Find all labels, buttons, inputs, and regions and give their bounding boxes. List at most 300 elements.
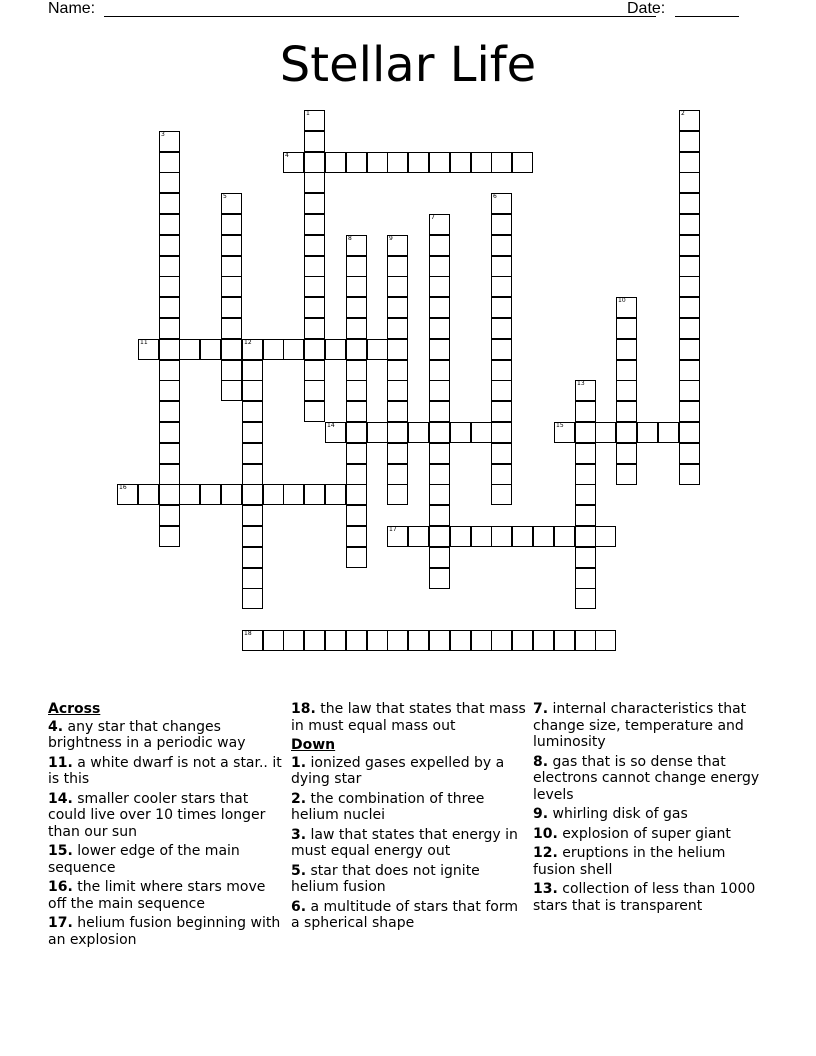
grid-cell[interactable] [159, 193, 180, 214]
name-label: Name: [48, 0, 96, 17]
grid-cell[interactable] [367, 422, 388, 443]
clue-text: the law that states that mass in must equal mass out [291, 701, 526, 734]
grid-cell[interactable] [637, 422, 658, 443]
grid-cell[interactable] [595, 630, 616, 651]
grid-cell[interactable] [221, 484, 242, 505]
grid-cell[interactable] [304, 297, 325, 318]
grid-cell[interactable] [221, 214, 242, 235]
grid-cell[interactable] [679, 380, 700, 401]
grid-cell[interactable] [429, 505, 450, 526]
grid-cell[interactable] [283, 484, 304, 505]
cell-number: 1 [306, 110, 310, 117]
clue [533, 881, 768, 914]
grid-cell[interactable] [471, 630, 492, 651]
grid-cell[interactable] [429, 380, 450, 401]
grid-cell[interactable] [346, 484, 367, 505]
grid-cell[interactable] [491, 297, 512, 318]
grid-cell[interactable] [242, 484, 263, 505]
clue-number: 2. [291, 790, 307, 807]
grid-cell[interactable] [159, 443, 180, 464]
grid-cell[interactable] [575, 484, 596, 505]
grid-cell[interactable] [679, 443, 700, 464]
grid-cell[interactable] [429, 152, 450, 173]
grid-cell[interactable] [304, 630, 325, 651]
grid-cell[interactable] [346, 152, 367, 173]
grid-cell[interactable] [346, 505, 367, 526]
cell-number: 4 [285, 152, 289, 159]
grid-cell[interactable] [491, 318, 512, 339]
grid-cell[interactable] [159, 256, 180, 277]
grid-cell[interactable] [679, 339, 700, 360]
grid-cell[interactable] [429, 630, 450, 651]
grid-cell[interactable] [346, 526, 367, 547]
grid-cell[interactable] [616, 297, 637, 318]
grid-cell[interactable] [221, 360, 242, 381]
clue-number: 7. [533, 701, 549, 717]
grid-cell[interactable] [429, 568, 450, 589]
grid-cell[interactable] [325, 630, 346, 651]
clue-text: helium fusion beginning with an explosion [48, 915, 281, 948]
grid-cell[interactable] [679, 401, 700, 422]
clue [48, 791, 283, 841]
clue [291, 701, 526, 734]
grid-cell[interactable] [367, 630, 388, 651]
grid-cell[interactable] [304, 360, 325, 381]
grid-cell[interactable] [429, 443, 450, 464]
grid-cell[interactable] [491, 422, 512, 443]
grid-cell[interactable] [554, 422, 575, 443]
grid-cell[interactable] [575, 568, 596, 589]
grid-cell[interactable] [304, 193, 325, 214]
grid-cell[interactable] [491, 360, 512, 381]
clue-text: ionized gases expelled by a dying star [291, 754, 505, 787]
grid-cell[interactable] [429, 360, 450, 381]
grid-cell[interactable] [575, 588, 596, 609]
grid-cell[interactable] [679, 297, 700, 318]
clue-number: 6. [291, 898, 307, 915]
grid-cell[interactable] [429, 401, 450, 422]
cell-number: 8 [348, 235, 352, 242]
grid-cell[interactable] [679, 214, 700, 235]
grid-cell[interactable] [491, 256, 512, 277]
grid-cell[interactable] [325, 422, 346, 443]
grid-cell[interactable] [616, 360, 637, 381]
grid-cell[interactable] [304, 401, 325, 422]
clue [48, 879, 283, 912]
clue-text: star that does not ignite helium fusion [291, 862, 480, 895]
grid-cell[interactable] [221, 380, 242, 401]
grid-cell[interactable] [575, 526, 596, 547]
grid-cell[interactable] [491, 443, 512, 464]
cell-number: 14 [327, 422, 335, 429]
grid-cell[interactable] [575, 505, 596, 526]
grid-cell[interactable] [450, 152, 471, 173]
clue-text: eruptions in the helium fusion shell [533, 845, 726, 878]
grid-cell[interactable] [471, 526, 492, 547]
cell-number: 15 [556, 422, 564, 429]
grid-cell[interactable] [450, 422, 471, 443]
grid-cell[interactable] [387, 318, 408, 339]
grid-cell[interactable] [221, 256, 242, 277]
grid-cell[interactable] [221, 318, 242, 339]
grid-cell[interactable] [283, 339, 304, 360]
grid-cell[interactable] [387, 152, 408, 173]
grid-cell[interactable] [408, 630, 429, 651]
grid-cell[interactable] [304, 256, 325, 277]
clue [48, 915, 283, 948]
grid-cell[interactable] [491, 152, 512, 173]
clue [533, 826, 768, 843]
grid-cell[interactable] [221, 297, 242, 318]
grid-cell[interactable] [159, 152, 180, 173]
cell-number: 13 [577, 380, 585, 387]
clue [533, 701, 768, 751]
grid-cell[interactable] [387, 339, 408, 360]
clue-number: 11. [48, 754, 73, 771]
grid-cell[interactable] [491, 401, 512, 422]
grid-cell[interactable] [387, 526, 408, 547]
grid-cell[interactable] [242, 526, 263, 547]
clue [291, 899, 526, 932]
grid-cell[interactable] [304, 339, 325, 360]
grid-cell[interactable] [159, 401, 180, 422]
grid-cell[interactable] [471, 152, 492, 173]
grid-cell[interactable] [346, 235, 367, 256]
grid-cell[interactable] [242, 568, 263, 589]
clue-number: 1. [291, 754, 307, 771]
grid-cell[interactable] [159, 297, 180, 318]
grid-cell[interactable] [387, 256, 408, 277]
grid-cell[interactable] [346, 443, 367, 464]
clue-number: 8. [533, 753, 549, 770]
grid-cell[interactable] [679, 110, 700, 131]
grid-cell[interactable] [408, 152, 429, 173]
clue [291, 791, 526, 824]
grid-cell[interactable] [679, 152, 700, 173]
grid-cell[interactable] [242, 422, 263, 443]
grid-cell[interactable] [429, 297, 450, 318]
grid-cell[interactable] [679, 464, 700, 485]
grid-cell[interactable] [242, 401, 263, 422]
clue-text: any star that changes brightness in a periodic way [48, 718, 246, 751]
grid-cell[interactable] [491, 193, 512, 214]
clue [48, 843, 283, 876]
clue-text: whirling disk of gas [552, 806, 688, 822]
clue [533, 754, 768, 804]
grid-cell[interactable] [242, 339, 263, 360]
clue-number: 14. [48, 790, 73, 807]
cell-number: 2 [681, 110, 685, 117]
grid-cell[interactable] [429, 339, 450, 360]
grid-cell[interactable] [387, 484, 408, 505]
grid-cell[interactable] [679, 276, 700, 297]
grid-cell[interactable] [429, 526, 450, 547]
grid-cell[interactable] [512, 152, 533, 173]
clue [533, 845, 768, 878]
grid-cell[interactable] [304, 110, 325, 131]
clue-number: 18. [291, 701, 316, 717]
grid-cell[interactable] [304, 235, 325, 256]
grid-cell[interactable] [179, 484, 200, 505]
grid-cell[interactable] [616, 443, 637, 464]
grid-cell[interactable] [408, 422, 429, 443]
grid-cell[interactable] [387, 380, 408, 401]
grid-cell[interactable] [159, 380, 180, 401]
clue-text: a multitude of stars that form a spherical shape [291, 898, 518, 931]
grid-cell[interactable] [429, 484, 450, 505]
cell-number: 10 [618, 297, 626, 304]
grid-cell[interactable] [221, 235, 242, 256]
clues-column-3 [533, 701, 768, 917]
grid-cell[interactable] [325, 152, 346, 173]
grid-cell[interactable] [491, 214, 512, 235]
grid-cell[interactable] [304, 380, 325, 401]
grid-cell[interactable] [575, 630, 596, 651]
grid-cell[interactable] [616, 380, 637, 401]
grid-cell[interactable] [679, 193, 700, 214]
cell-number: 12 [244, 339, 252, 346]
grid-cell[interactable] [491, 276, 512, 297]
grid-cell[interactable] [117, 484, 138, 505]
clue-text: gas that is so dense that electrons cannot change energy levels [533, 753, 760, 803]
grid-cell[interactable] [304, 318, 325, 339]
grid-cell[interactable] [575, 464, 596, 485]
cell-number: 7 [431, 214, 435, 221]
grid-cell[interactable] [159, 131, 180, 152]
clue-text: a white dwarf is not a star.. it is this [48, 754, 282, 787]
grid-cell[interactable] [346, 318, 367, 339]
grid-cell[interactable] [554, 526, 575, 547]
grid-cell[interactable] [575, 547, 596, 568]
grid-cell[interactable] [450, 630, 471, 651]
grid-cell[interactable] [346, 380, 367, 401]
grid-cell[interactable] [679, 235, 700, 256]
grid-cell[interactable] [679, 256, 700, 277]
clue-number: 4. [48, 718, 64, 735]
clue-number: 5. [291, 862, 307, 879]
grid-cell[interactable] [387, 443, 408, 464]
grid-cell[interactable] [616, 339, 637, 360]
grid-cell[interactable] [616, 422, 637, 443]
grid-cell[interactable] [679, 172, 700, 193]
grid-cell[interactable] [159, 235, 180, 256]
clue [48, 719, 283, 752]
grid-cell[interactable] [679, 131, 700, 152]
grid-cell[interactable] [242, 547, 263, 568]
grid-cell[interactable] [408, 526, 429, 547]
grid-cell[interactable] [491, 630, 512, 651]
grid-cell[interactable] [159, 318, 180, 339]
grid-cell[interactable] [159, 526, 180, 547]
grid-cell[interactable] [429, 276, 450, 297]
grid-cell[interactable] [429, 547, 450, 568]
grid-cell[interactable] [595, 526, 616, 547]
grid-cell[interactable] [679, 360, 700, 381]
grid-cell[interactable] [221, 193, 242, 214]
grid-cell[interactable] [346, 630, 367, 651]
grid-cell[interactable] [304, 214, 325, 235]
cell-number: 3 [161, 131, 165, 138]
grid-cell[interactable] [429, 318, 450, 339]
clue-text: internal characteristics that change size, temperature and luminosity [533, 701, 747, 750]
grid-cell[interactable] [533, 526, 554, 547]
grid-cell[interactable] [387, 422, 408, 443]
grid-cell[interactable] [346, 339, 367, 360]
clues-column-1 [48, 701, 283, 951]
grid-cell[interactable] [346, 422, 367, 443]
clue [291, 827, 526, 860]
grid-cell[interactable] [491, 380, 512, 401]
clue-number: 10. [533, 825, 558, 842]
grid-cell[interactable] [429, 422, 450, 443]
clue [48, 755, 283, 788]
grid-cell[interactable] [263, 484, 284, 505]
grid-cell[interactable] [304, 172, 325, 193]
grid-cell[interactable] [346, 401, 367, 422]
clues-column-2 [291, 701, 526, 935]
grid-cell[interactable] [387, 360, 408, 381]
grid-cell[interactable] [200, 339, 221, 360]
clue-number: 9. [533, 806, 549, 822]
grid-cell[interactable] [387, 297, 408, 318]
grid-cell[interactable] [242, 505, 263, 526]
grid-cell[interactable] [283, 152, 304, 173]
grid-cell[interactable] [221, 276, 242, 297]
grid-cell[interactable] [429, 214, 450, 235]
grid-cell[interactable] [367, 152, 388, 173]
grid-cell[interactable] [159, 464, 180, 485]
clue-heading: Down [291, 737, 336, 753]
grid-cell[interactable] [159, 276, 180, 297]
grid-cell[interactable] [533, 630, 554, 651]
grid-cell[interactable] [346, 256, 367, 277]
grid-cell[interactable] [346, 547, 367, 568]
clue-text: explosion of super giant [562, 825, 731, 842]
clue-text: lower edge of the main sequence [48, 843, 240, 876]
clue-number: 3. [291, 826, 307, 843]
grid-cell[interactable] [138, 339, 159, 360]
grid-cell[interactable] [263, 339, 284, 360]
grid-cell[interactable] [575, 401, 596, 422]
grid-cell[interactable] [491, 484, 512, 505]
grid-cell[interactable] [242, 360, 263, 381]
grid-cell[interactable] [159, 484, 180, 505]
grid-cell[interactable] [554, 630, 575, 651]
grid-cell[interactable] [450, 526, 471, 547]
grid-cell[interactable] [512, 630, 533, 651]
grid-cell[interactable] [325, 484, 346, 505]
clue-heading: Across [48, 701, 101, 717]
grid-cell[interactable] [283, 630, 304, 651]
grid-cell[interactable] [159, 214, 180, 235]
grid-cell[interactable] [616, 464, 637, 485]
grid-cell[interactable] [242, 464, 263, 485]
grid-cell[interactable] [387, 276, 408, 297]
grid-cell[interactable] [242, 588, 263, 609]
grid-cell[interactable] [616, 401, 637, 422]
grid-cell[interactable] [346, 297, 367, 318]
grid-cell[interactable] [429, 256, 450, 277]
date-label: Date: [627, 0, 666, 17]
cell-number: 6 [493, 193, 497, 200]
grid-cell[interactable] [429, 464, 450, 485]
grid-cell[interactable] [159, 339, 180, 360]
grid-cell[interactable] [387, 235, 408, 256]
grid-cell[interactable] [429, 235, 450, 256]
grid-cell[interactable] [242, 630, 263, 651]
cell-number: 16 [119, 484, 127, 491]
grid-cell[interactable] [679, 318, 700, 339]
grid-cell[interactable] [575, 443, 596, 464]
clue [533, 806, 768, 823]
grid-cell[interactable] [304, 484, 325, 505]
cell-number: 9 [389, 235, 393, 242]
grid-cell[interactable] [346, 360, 367, 381]
grid-cell[interactable] [346, 276, 367, 297]
grid-cell[interactable] [159, 505, 180, 526]
grid-cell[interactable] [575, 380, 596, 401]
grid-cell[interactable] [242, 380, 263, 401]
clue-text: the combination of three helium nuclei [291, 790, 485, 823]
grid-cell[interactable] [179, 339, 200, 360]
clue-number: 12. [533, 845, 558, 861]
grid-cell[interactable] [658, 422, 679, 443]
clue-text: collection of less than 1000 stars that is transparent [533, 881, 756, 914]
grid-cell[interactable] [263, 630, 284, 651]
grid-cell[interactable] [471, 422, 492, 443]
grid-cell[interactable] [491, 464, 512, 485]
grid-cell[interactable] [387, 464, 408, 485]
grid-cell[interactable] [304, 131, 325, 152]
grid-cell[interactable] [325, 339, 346, 360]
grid-cell[interactable] [242, 443, 263, 464]
clue [291, 755, 526, 788]
clue-text: the limit where stars move off the main sequence [48, 879, 266, 912]
grid-cell[interactable] [491, 526, 512, 547]
grid-cell[interactable] [387, 630, 408, 651]
grid-cell[interactable] [138, 484, 159, 505]
grid-cell[interactable] [616, 318, 637, 339]
grid-cell[interactable] [200, 484, 221, 505]
grid-cell[interactable] [159, 360, 180, 381]
clue-number: 13. [533, 881, 558, 897]
grid-cell[interactable] [387, 401, 408, 422]
grid-cell[interactable] [595, 422, 616, 443]
clue-text: law that states that energy in must equal energy out [291, 826, 518, 859]
grid-cell[interactable] [346, 464, 367, 485]
grid-cell[interactable] [491, 339, 512, 360]
cell-number: 5 [223, 193, 227, 200]
grid-cell[interactable] [159, 422, 180, 443]
grid-cell[interactable] [304, 276, 325, 297]
clue-number: 15. [48, 843, 73, 859]
grid-cell[interactable] [367, 339, 388, 360]
cell-number: 17 [389, 526, 397, 533]
grid-cell[interactable] [491, 235, 512, 256]
grid-cell[interactable] [304, 152, 325, 173]
clue-number: 16. [48, 879, 73, 895]
grid-cell[interactable] [575, 422, 596, 443]
page-title: Stellar Life [279, 37, 537, 93]
grid-cell[interactable] [512, 526, 533, 547]
cell-number: 11 [140, 339, 148, 346]
cell-number: 18 [244, 630, 252, 637]
grid-cell[interactable] [679, 422, 700, 443]
clue-number: 17. [48, 915, 73, 931]
grid-cell[interactable] [159, 172, 180, 193]
clue-text: smaller cooler stars that could live over 10 times longer than our sun [48, 790, 266, 840]
grid-cell[interactable] [221, 339, 242, 360]
